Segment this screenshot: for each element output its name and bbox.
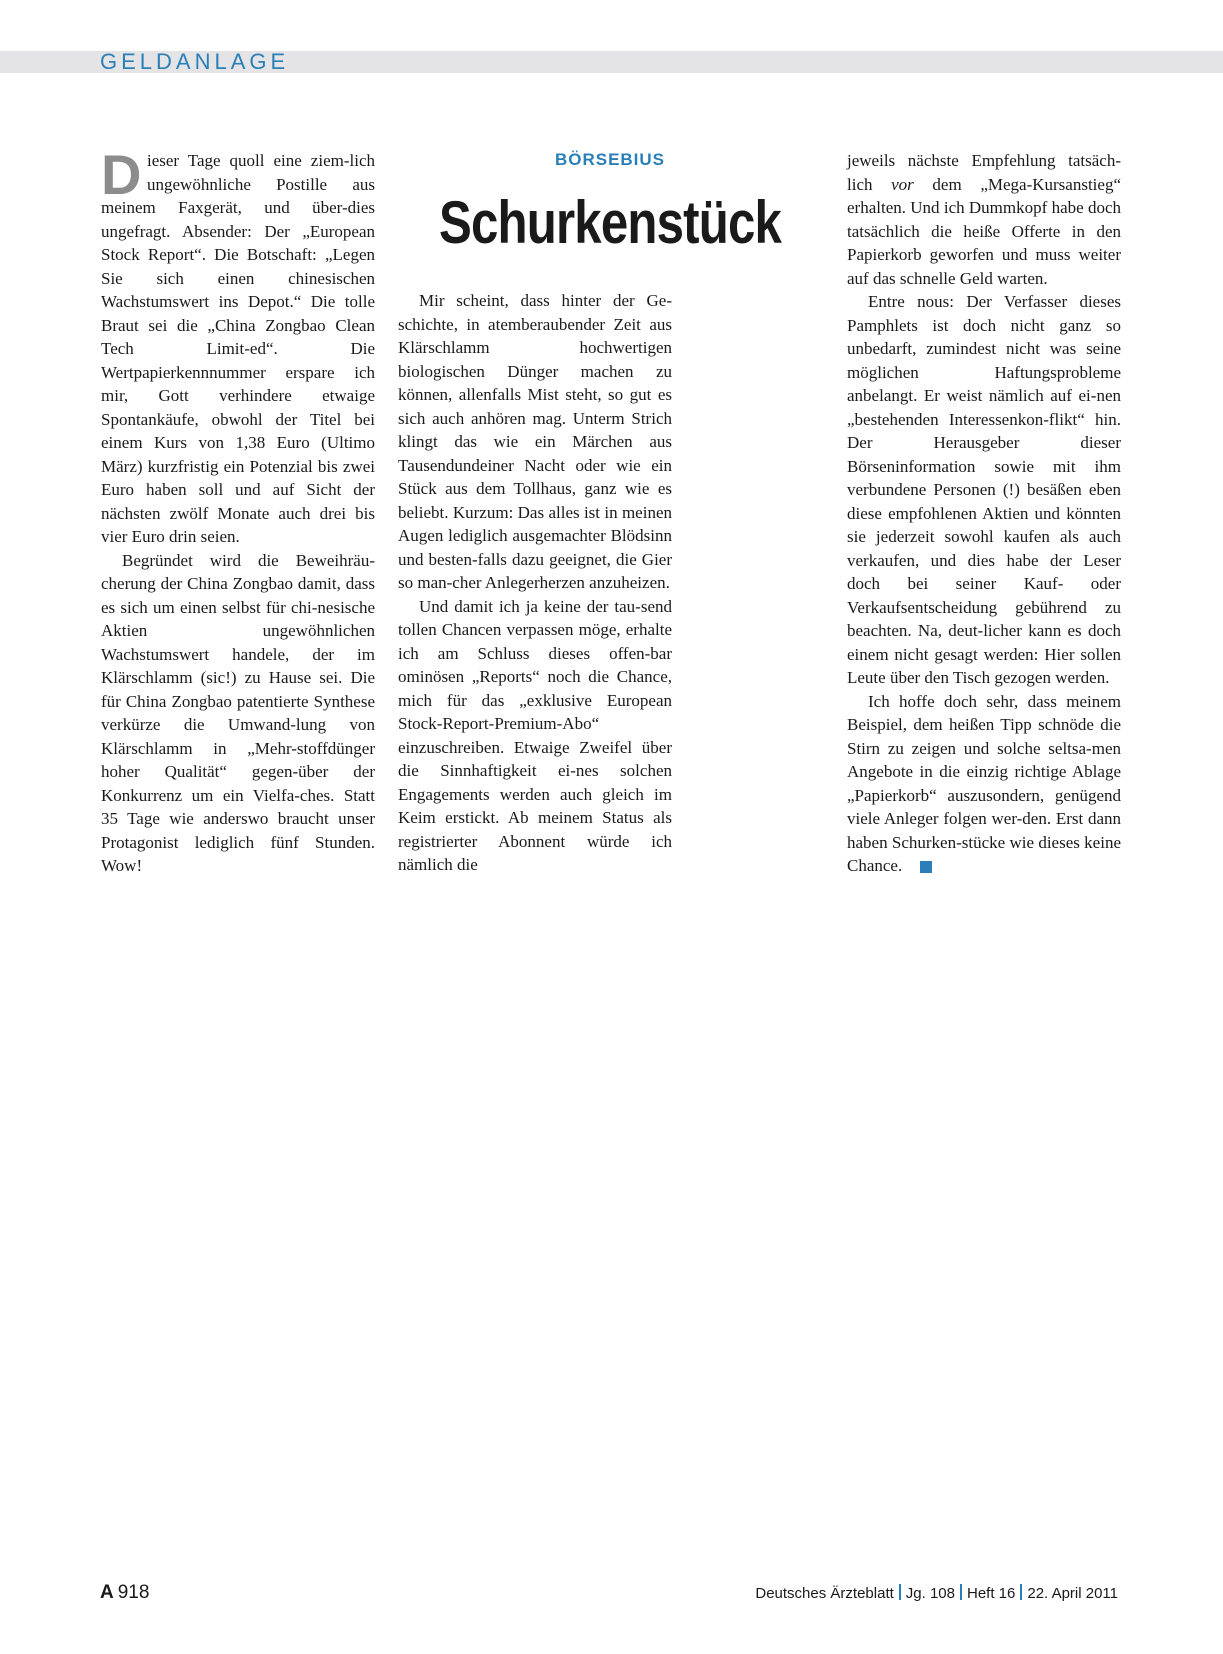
column-right xyxy=(847,149,1121,878)
section-label: GELDANLAGE xyxy=(100,49,290,74)
page-number-value: 918 xyxy=(117,1582,150,1603)
volume: Jg. 108 xyxy=(905,1585,955,1602)
paragraph xyxy=(847,690,1121,878)
article-title: Schurkenstück xyxy=(438,189,782,256)
separator xyxy=(1020,1584,1022,1600)
page-prefix: A xyxy=(100,1582,114,1603)
italic-word: vor xyxy=(891,174,914,194)
paragraph: Entre nous: Der Verfasser dieses Pamphlets ist doch nicht ganz so unbedarft, zumindest nicht was seine möglichen Haftungsprobleme anbelangt. Er weist nämlich auf ei-nen „bestehenden Interessenkon-flikt“ hin. Der Herausgeber dieser Börseninformation sowie mit ihm verbundene Personen (!) besäßen eben diese empfohlenen Aktien und könnten sie jederzeit sowohl kaufen als auch verkaufen, und dies habe der Leser doch bei seiner Kauf- oder Verkaufsentscheidung gebührend zu beachten. Na, deut-licher kann es doch einem nicht gesagt werden: Hier sollen Leute über den Tisch gezogen werden. xyxy=(847,292,1121,687)
paragraph xyxy=(101,143,375,549)
footer-citation xyxy=(755,1584,1118,1602)
paragraph xyxy=(847,149,1121,290)
separator xyxy=(899,1584,901,1600)
column-middle xyxy=(398,289,672,877)
paragraph: Mir scheint, dass hinter der Ge-schichte, in atemberaubender Zeit aus Klärschlamm hochwertigen biologischen Dünger machen zu können, allenfalls Mist steht, so gut es sich auch anhören mag. Unterm Strich klingt das wie ein Märchen aus Tausendundeiner Nacht oder wie ein Stück aus dem Tollhaus, ganz wie es beliebt. Kurzum: Das alles ist in meinen Augen lediglich ausgemachter Blödsinn und besten-falls dazu geeignet, die Gier so man-cher Anlegerherzen anzuheizen. xyxy=(398,291,672,592)
paragraph-text: jeweils nächste Empfehlung tatsäch-lich xyxy=(847,151,1121,194)
date: 22. April 2011 xyxy=(1027,1585,1118,1602)
dropcap: D xyxy=(101,143,142,206)
column-left xyxy=(101,143,375,878)
paragraph-text: ieser Tage quoll eine ziem-lich ungewöhnliche Postille aus meinem Faxgerät, und über-dies ungefragt. Absender: Der „European Stock Report“. Die Botschaft: „Legen Sie sich einen chinesischen Wachstumswert ins Depot.“ Die tolle Braut sei die „China Zongbao Clean Tech Limit-ed“. Die Wertpapierkennnummer erspare ich mir, Gott verhindere etwaige Spontankäufe, obwohl der Titel bei einem Kurs von 1,38 Euro (Ultimo März) kurzfristig ein Potenzial bis zwei Euro haben soll und auf Sicht der nächsten zwölf Monate auch drei bis vier Euro drin seien. xyxy=(101,151,375,546)
issue: Heft 16 xyxy=(967,1585,1016,1602)
page-number xyxy=(100,1582,149,1604)
journal-name: Deutsches Ärzteblatt xyxy=(755,1585,894,1602)
paragraph-text: Ich hoffe doch sehr, dass meinem Beispiel, dem heißen Tipp schnöde die Stirn zu zeigen und solche seltsa-men Angebote in die einzig richtige Ablage „Papierkorb“ auszusondern, genügend viele Anleger folgen wer-den. Erst dann haben Schurken-stücke wie dieses keine Chance. xyxy=(847,691,1121,875)
article-rubric: BÖRSEBIUS xyxy=(554,150,666,169)
separator xyxy=(960,1584,962,1600)
paragraph-text: dem „Mega-Kursanstieg“ erhalten. Und ich Dummkopf habe doch tatsächlich die heiße Offerte in den Papierkorb geworfen und muss weiter auf das schnelle Geld warten. xyxy=(847,174,1121,288)
end-mark-icon xyxy=(920,861,932,873)
paragraph: Begründet wird die Beweihräu-cherung der China Zongbao damit, dass es sich um einen selbst für chi-nesische Aktien ungewöhnlichen Wachstumswert handele, der im Klärschlamm (sic!) zu Hause sei. Die für China Zongbao patentierte Synthese verkürze die Umwand-lung von Klärschlamm in „Mehr-stoffdünger hoher Qualität“ gegen-über der Konkurrenz um ein Vielfa-ches. Statt 35 Tage wie anderswo braucht unser Protagonist lediglich fünf Stunden. Wow! xyxy=(101,550,375,875)
paragraph: Und damit ich ja keine der tau-send tollen Chancen verpassen möge, erhalte ich am Schluss dieses offen-bar ominösen „Reports“ noch die Chance, mich für das „exklusive European Stock-Report-Premium-Abo“ einzuschreiben. Etwaige Zweifel über die Sinnhaftigkeit ei-nes solchen Engagements werden auch gleich im Keim erstickt. Ab meinem Status als registrierter Abonnent würde ich nämlich die xyxy=(398,596,672,874)
